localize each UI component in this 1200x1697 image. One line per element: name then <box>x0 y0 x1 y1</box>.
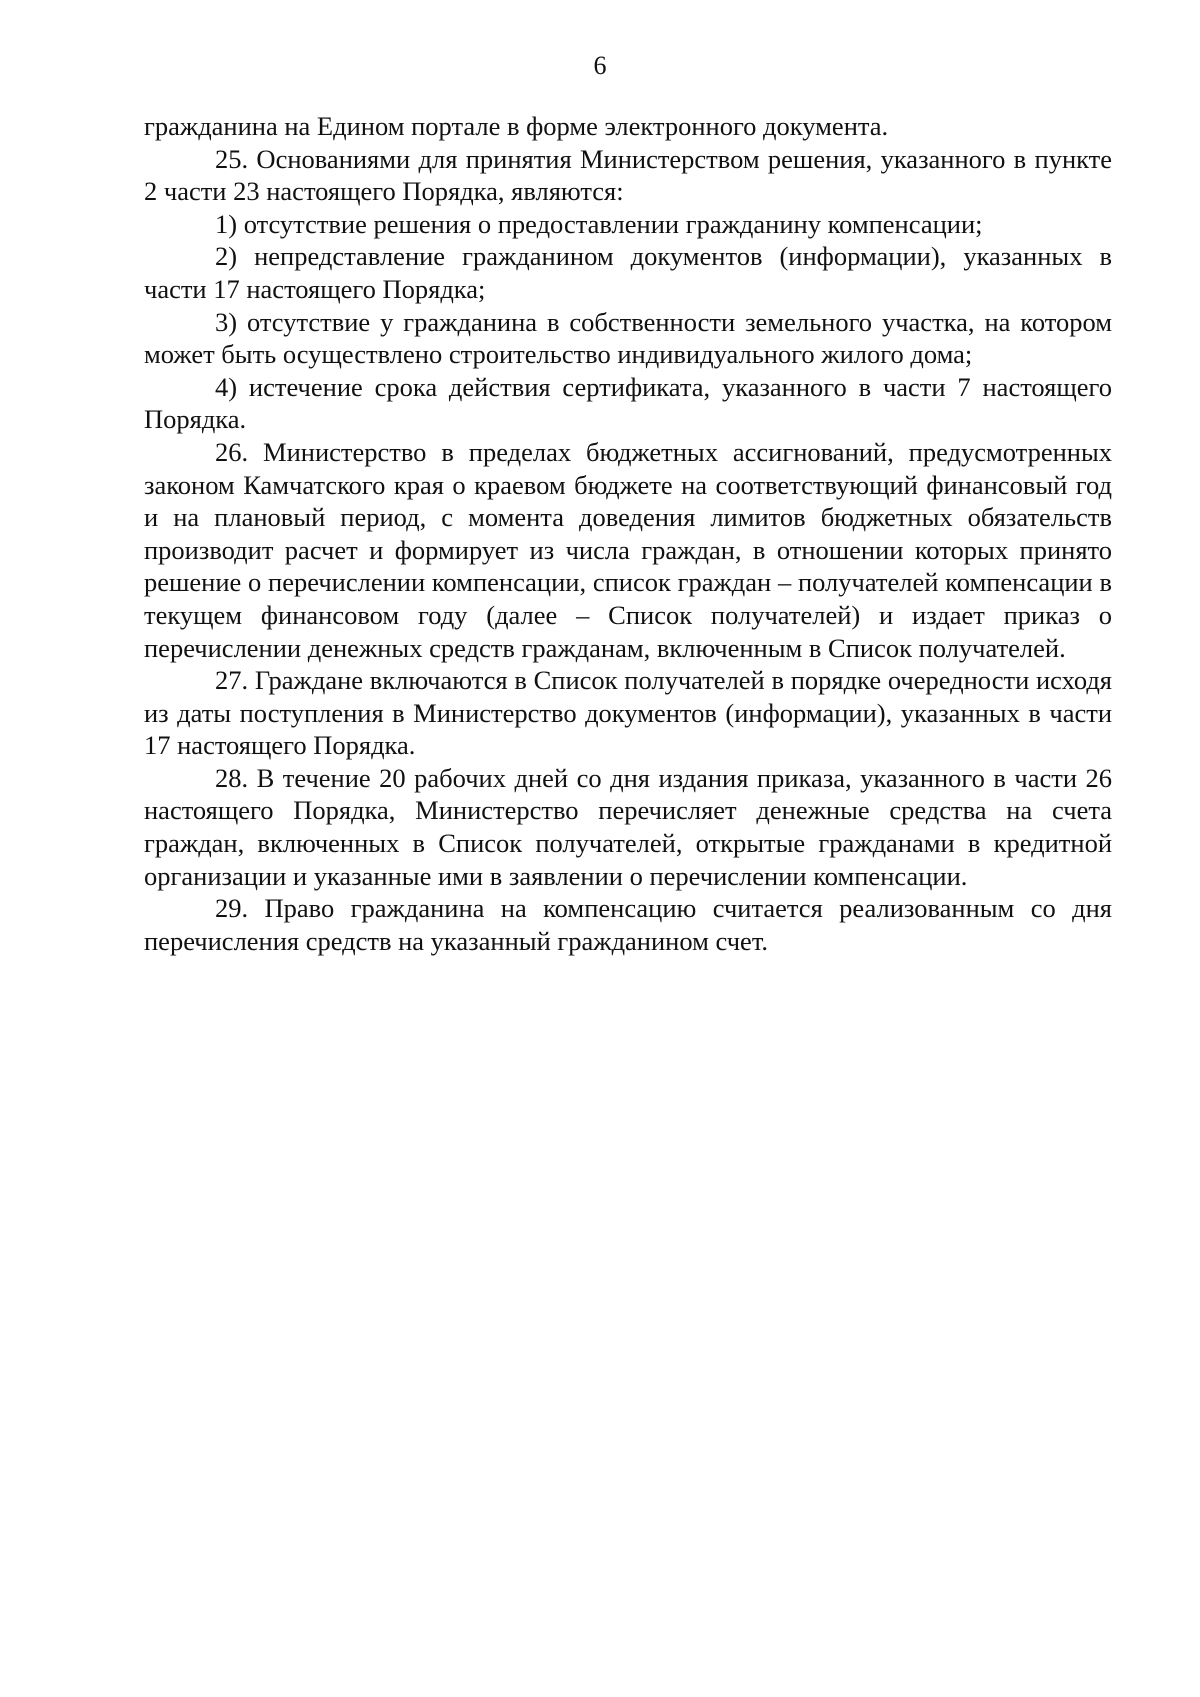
list-item-3: 3) отсутствие у гражданина в собственности земельного участка, на котором может быть осуществлено строительство индивидуального жилого дома; <box>144 306 1112 370</box>
paragraph-25: 25. Основаниями для принятия Министерством решения, указанного в пункте 2 части 23 настоящего Порядка, являются: <box>144 143 1112 207</box>
list-item-1: 1) отсутствие решения о предоставлении гражданину компенсации; <box>215 208 983 239</box>
paragraph-27: 27. Граждане включаются в Список получателей в порядке очередности исходя из даты поступления в Министерство документов (информации), указанных в части 17 настоящего Порядка. <box>144 665 1112 761</box>
document-body <box>144 110 1112 957</box>
paragraph-26: 26. Министерство в пределах бюджетных ассигнований, предусмотренных законом Камчатского края о краевом бюджете на соответствующий финансовый год и на плановый период, с момента доведения лимитов бюджетных обязательств производит расчет и формирует из числа граждан, в отношении которых принято решение о перечислении компенсации, список граждан – получателей компенсации в текущем финансовом году (далее – Список получателей) и издает приказ о перечислении денежных средств гражданам, включенным в Список получателей. <box>144 436 1112 663</box>
page-number: 6 <box>593 51 607 80</box>
list-item-4: 4) истечение срока действия сертификата, указанного в части 7 настоящего Порядка. <box>144 371 1112 435</box>
paragraph-29: 29. Право гражданина на компенсацию считается реализованным со дня перечисления средств на указанный гражданином счет. <box>144 893 1112 956</box>
list-item-2: 2) непредставление гражданином документов (информации), указанных в части 17 настоящего Порядка; <box>144 241 1112 304</box>
paragraph-28: 28. В течение 20 рабочих дней со дня издания приказа, указанного в части 26 настоящего Порядка, Министерство перечисляет денежные средства на счета граждан, включенных в Список получателей, открытые гражданами в кредитной организации и указанные ими в заявлении о перечислении компенсации. <box>144 762 1112 891</box>
paragraph-continuation: гражданина на Едином портале в форме электронного документа. <box>144 111 889 141</box>
